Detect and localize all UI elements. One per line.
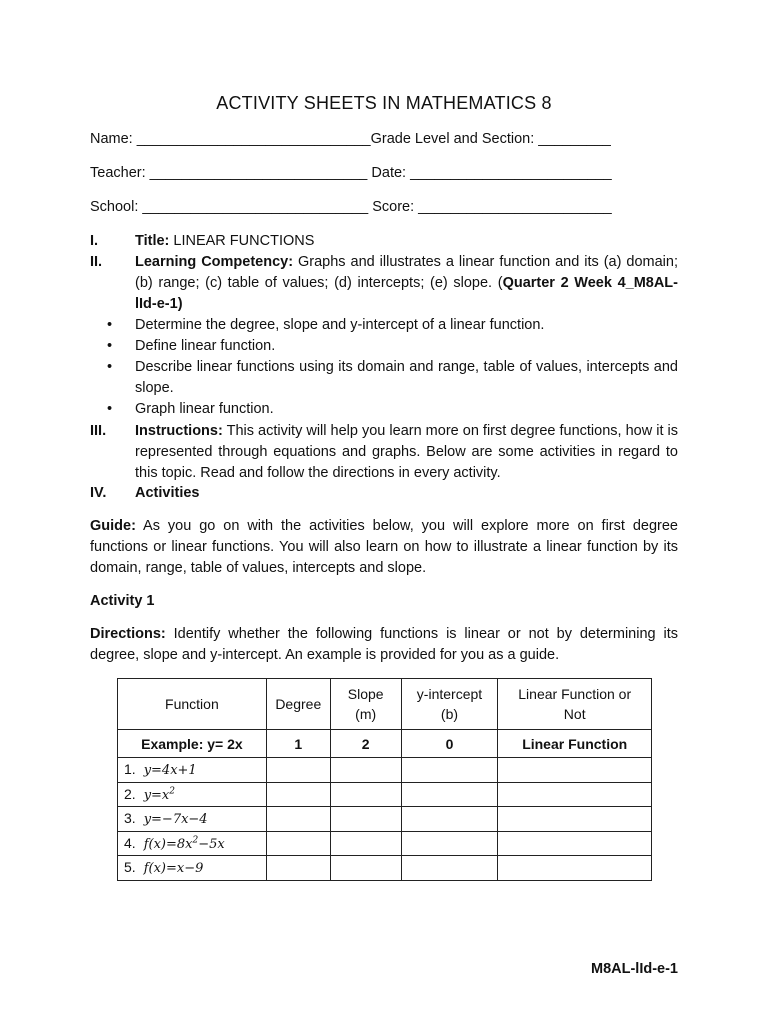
slope-cell[interactable]: [330, 831, 401, 856]
linear-or-not-cell[interactable]: [498, 807, 652, 832]
y-intercept-cell[interactable]: [401, 758, 498, 783]
example-row: [118, 730, 652, 758]
bullet-item: • Describe linear functions using its domain and range, table of values, intercepts and slope.: [107, 359, 678, 396]
section-activities: [90, 483, 678, 504]
header-slope: Slope (m): [330, 679, 401, 730]
section-label: Activities: [135, 485, 200, 501]
bullet-item: • Determine the degree, slope and y-intercept of a linear function.: [107, 315, 678, 336]
function-cell: 4. $f(x)=8x^2-5x$: [118, 831, 267, 856]
function-cell: 2. $y=x^2$: [118, 782, 267, 807]
degree-cell[interactable]: [266, 856, 330, 881]
bullet-icon: •: [107, 317, 113, 333]
page-title: ACTIVITY SHEETS IN MATHEMATICS 8: [216, 93, 552, 113]
guide-label: Guide:: [90, 518, 136, 534]
slope-cell[interactable]: [330, 856, 401, 881]
example-result: Linear Function: [498, 730, 652, 758]
section-label: Title:: [135, 233, 170, 249]
header-y-intercept: y-intercept (b): [401, 679, 498, 730]
competency-bullet-list: [107, 315, 678, 420]
y-intercept-cell[interactable]: [401, 807, 498, 832]
section-title: [90, 231, 678, 252]
table-row: [118, 831, 652, 856]
directions-paragraph: [90, 624, 678, 666]
degree-cell[interactable]: [266, 782, 330, 807]
example-function: Example: y= 2x: [118, 730, 267, 758]
table-header-row: [118, 679, 652, 730]
y-intercept-cell[interactable]: [401, 856, 498, 881]
linear-or-not-cell[interactable]: [498, 831, 652, 856]
table-row: [118, 758, 652, 783]
bullet-icon: •: [107, 338, 113, 354]
teacher-field: Teacher: ___________________________ Date: _________________________: [90, 165, 612, 181]
bullet-item: • Define linear function.: [107, 336, 678, 357]
guide-paragraph: [90, 516, 678, 579]
competency-code: Quarter 2 Week 4_M8AL-lId-e-1): [135, 275, 678, 312]
function-cell: 5. f(x)=x−9: [118, 856, 267, 881]
table-row: [118, 807, 652, 832]
slope-cell[interactable]: [330, 782, 401, 807]
section-number: I.: [90, 233, 99, 249]
slope-cell[interactable]: [330, 807, 401, 832]
section-text: LINEAR FUNCTIONS: [169, 233, 315, 249]
activity-heading: Activity 1: [90, 593, 155, 609]
table-row: [118, 782, 652, 807]
section-learning-competency: [90, 252, 678, 315]
section-label: Instructions:: [135, 423, 223, 439]
directions-text: Identify whether the following functions is linear or not by determining its degree, slope and y-intercept. An example is provided for you as a guide.: [90, 626, 678, 663]
name-field: Name: _____________________________Grade Level and Section: _________: [90, 131, 611, 147]
section-text: This activity will help you learn more on first degree functions, how it is represented through equations and graphs. Below are some activities in regard to this topic. Read and follow the directions in every activity.: [135, 423, 678, 481]
school-field: School: ____________________________ Score: ________________________: [90, 199, 612, 215]
linear-or-not-cell[interactable]: [498, 758, 652, 783]
example-degree: 1: [266, 730, 330, 758]
degree-cell[interactable]: [266, 831, 330, 856]
function-cell: 1. y=4x+1: [118, 758, 267, 783]
table-row: [118, 856, 652, 881]
degree-cell[interactable]: [266, 807, 330, 832]
directions-label: Directions:: [90, 626, 166, 642]
bullet-item: • Graph linear function.: [107, 399, 678, 420]
example-y-intercept: 0: [401, 730, 498, 758]
section-label: Learning Competency:: [135, 254, 294, 270]
degree-cell[interactable]: [266, 758, 330, 783]
guide-text: As you go on with the activities below, you will explore more on first degree functions or linear functions. You will also learn on how to illustrate a linear function by its domain, range, table of values, intercepts and slope.: [90, 518, 678, 576]
slope-cell[interactable]: [330, 758, 401, 783]
section-number: III.: [90, 423, 107, 439]
example-slope: 2: [330, 730, 401, 758]
activity-table: [117, 678, 652, 881]
section-text: Graphs and illustrates a linear function and its (a) domain; (b) range; (c) table of values; (d) intercepts; (e) slope. (: [135, 254, 678, 291]
header-function: Function: [118, 679, 267, 730]
section-number: II.: [90, 254, 103, 270]
linear-or-not-cell[interactable]: [498, 856, 652, 881]
y-intercept-cell[interactable]: [401, 831, 498, 856]
header-degree: Degree: [266, 679, 330, 730]
bullet-icon: •: [107, 401, 113, 417]
linear-or-not-cell[interactable]: [498, 782, 652, 807]
footer-code: M8AL-lId-e-1: [591, 961, 678, 977]
section-instructions: [90, 421, 678, 484]
section-number: IV.: [90, 485, 107, 501]
header-linear-or-not: Linear Function or Not: [498, 679, 652, 730]
bullet-icon: •: [107, 359, 113, 375]
y-intercept-cell[interactable]: [401, 782, 498, 807]
function-cell: 3. y=−7x−4: [118, 807, 267, 832]
